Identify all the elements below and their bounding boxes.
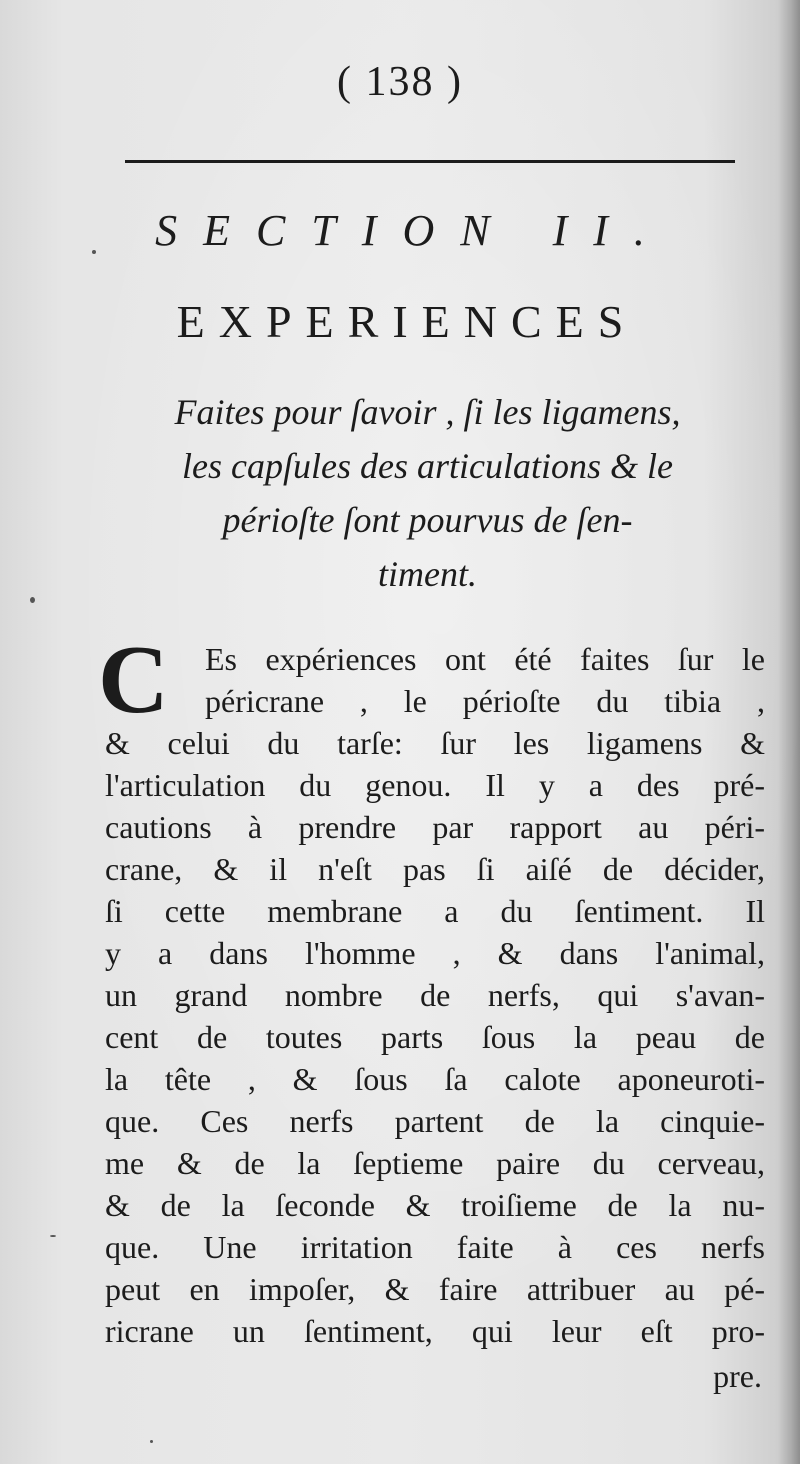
paper-speck <box>150 1440 153 1443</box>
body-line: cent de toutes parts ſous la peau de <box>105 1019 765 1055</box>
body-line: l'articulation du genou. Il y a des pré- <box>105 767 765 803</box>
header-rule <box>125 160 735 163</box>
subheading-line: les capſules des articulations & le <box>182 446 673 486</box>
drop-cap: C <box>98 626 169 734</box>
body-line: Es expériences ont été faites ſur le <box>205 641 765 677</box>
paper-speck <box>50 1235 56 1237</box>
section-title: SECTION II. <box>155 206 671 255</box>
body-line: que. Ces nerfs partent de la cinquie- <box>105 1103 765 1139</box>
body-line: cautions à prendre par rapport au péri- <box>105 809 765 845</box>
body-line: que. Une irritation faite à ces nerfs <box>105 1229 765 1265</box>
body-line: & de la ſeconde & troiſieme de la nu- <box>105 1187 765 1223</box>
main-heading: EXPERIENCES <box>176 296 638 347</box>
body-line: & celui du tarſe: ſur les ligamens & <box>105 725 765 761</box>
subheading-line: Faites pour ſavoir , ſi les ligamens, <box>174 392 681 432</box>
page-number: ( 138 ) <box>337 59 463 105</box>
body-line: crane, & il n'eſt pas ſi aiſé de décider, <box>105 851 765 887</box>
body-line: ſi cette membrane a du ſentiment. Il <box>105 893 765 929</box>
body-line: peut en impoſer, & faire attribuer au pé- <box>105 1271 765 1307</box>
body-line: la tête , & ſous ſa calote aponeuroti- <box>105 1061 765 1097</box>
body-line: ricrane un ſentiment, qui leur eſt pro- <box>105 1313 765 1349</box>
subheading-line: périoſte ſont pourvus de ſen- <box>222 500 633 540</box>
body-line: péricrane , le périoſte du tibia , <box>205 683 765 719</box>
body-line: y a dans l'homme , & dans l'animal, <box>105 935 765 971</box>
body-line: un grand nombre de nerfs, qui s'avan- <box>105 977 765 1013</box>
subheading-line: timent. <box>378 554 477 594</box>
body-line: me & de la ſeptieme paire du cerveau, <box>105 1145 765 1181</box>
subheading <box>95 385 760 601</box>
paper-speck <box>30 597 35 603</box>
catchword: pre. <box>713 1358 762 1394</box>
body-paragraph <box>105 638 765 1352</box>
paper-speck <box>92 250 96 254</box>
